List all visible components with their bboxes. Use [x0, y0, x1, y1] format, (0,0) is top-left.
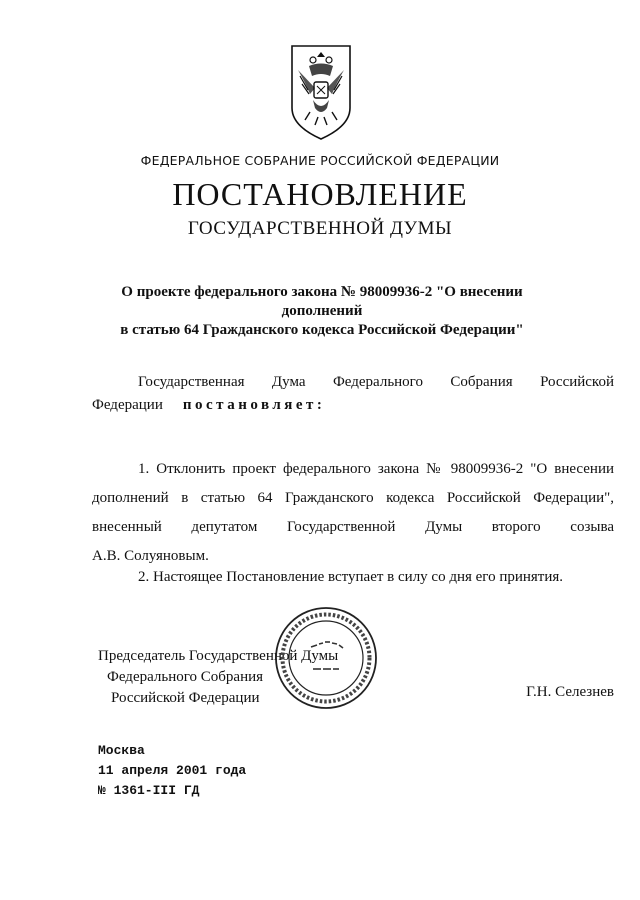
subject-line-2: в статью 64 Гражданского кодекса Российской Федерации" [120, 322, 524, 338]
clause-1-line-4: А.В. Солуяновым. [92, 548, 209, 564]
clause-1-line-1: 1. Отклонить проект федерального закона № 98009936-2 "О внесении [138, 461, 614, 477]
position-line-3: Российской Федерации [111, 690, 260, 706]
preamble-line-1: Государственная Дума Федерального Собрания Российской [138, 374, 614, 390]
issue-date: 11 апреля 2001 года [98, 763, 247, 778]
position-line-2: Федерального Собрания [107, 669, 264, 685]
position-line-1: Председатель Государственной Думы [98, 648, 339, 664]
resolution-verb: постановляет: [182, 397, 326, 413]
preamble-line-2 [92, 394, 614, 417]
preamble-prefix: Федерации [92, 397, 163, 413]
subject-line-1: О проекте федерального закона № 98009936-2 "О внесении дополнений [121, 284, 523, 319]
coat-of-arms-emblem [288, 42, 354, 142]
subject-heading [96, 283, 548, 340]
clause-1 [92, 455, 614, 571]
document-footer [98, 741, 246, 801]
issue-city: Москва [98, 743, 145, 758]
document-title: ПОСТАНОВЛЕНИЕ [172, 176, 468, 212]
clause-1-line-2: дополнений в статью 64 Гражданского кодекса Российской Федерации", [92, 490, 614, 506]
clause-2 [92, 566, 614, 589]
clause-1-line-3: внесенный депутатом Государственной Думы второго созыва [92, 519, 614, 535]
signatory-name: Г.Н. Селезнев [526, 684, 614, 700]
document-subtitle: ГОСУДАРСТВЕННОЙ ДУМЫ [187, 218, 453, 239]
clause-2-text: 2. Настоящее Постановление вступает в силу со дня его принятия. [138, 569, 564, 585]
official-round-stamp [273, 605, 379, 711]
preamble [92, 371, 614, 417]
document-number: № 1361-III ГД [98, 783, 200, 798]
organization-header: ФЕДЕРАЛЬНОЕ СОБРАНИЕ РОССИЙСКОЙ ФЕДЕРАЦИИ [140, 153, 500, 168]
